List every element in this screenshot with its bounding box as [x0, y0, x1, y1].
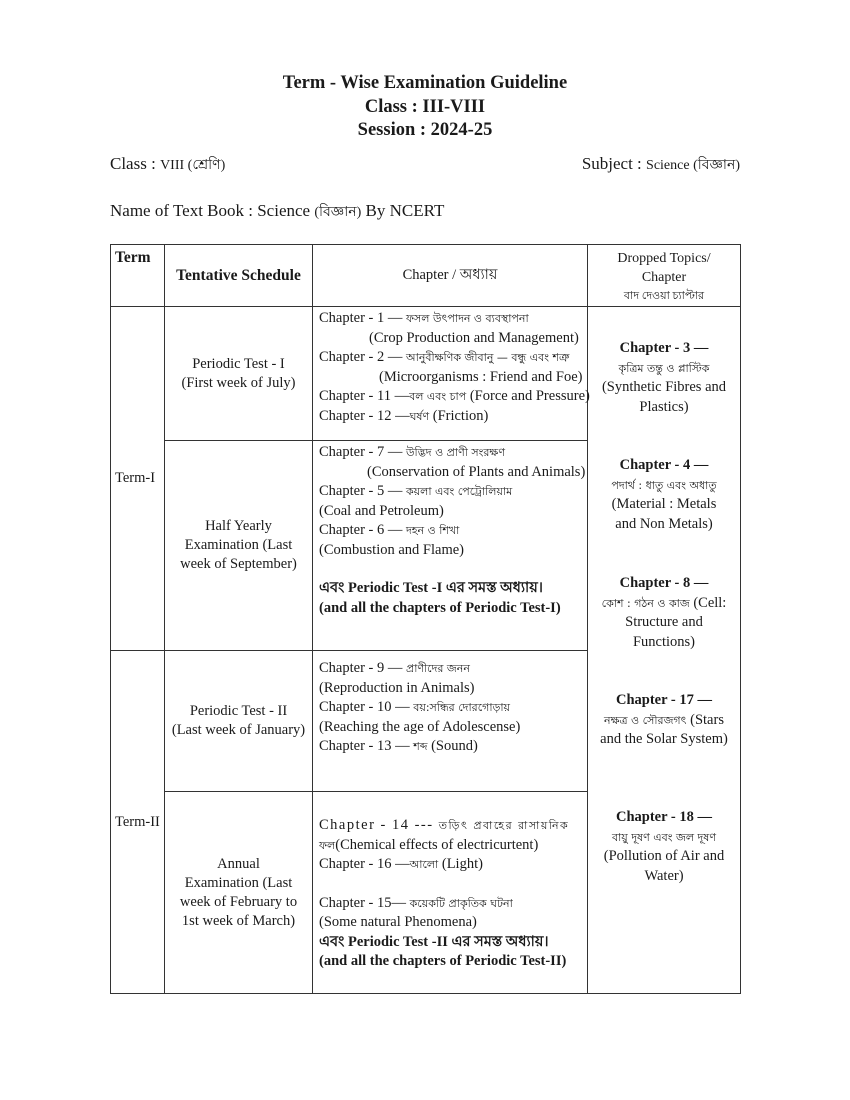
column-header-dropped — [588, 245, 741, 307]
dropped-bn: নক্ষত্র ও সৌরজগৎ — [604, 713, 687, 727]
schedule-line: (First week of July) — [181, 374, 296, 391]
chapter-note-en: (and all the chapters of Periodic Test-I) — [319, 599, 561, 616]
dropped-item — [588, 574, 740, 652]
chapter-line: Chapter - 12 —ঘর্ষণ (Friction) — [319, 407, 489, 424]
dropped-bn: বায়ু দূষণ এবং জল দূষণ — [611, 830, 717, 844]
chapter-note-en: (and all the chapters of Periodic Test-II) — [319, 953, 567, 969]
term-label: Term-II — [115, 813, 160, 830]
dropped-title: Chapter - 18 — — [616, 809, 712, 825]
chapter-cell — [313, 651, 588, 792]
schedule-cell — [165, 651, 313, 792]
textbook-bn: (বিজ্ঞান) — [314, 205, 362, 220]
subject-info — [582, 153, 740, 177]
column-header-schedule: Tentative Schedule — [165, 245, 313, 307]
schedule-line: (Last week of January) — [171, 722, 306, 738]
chapter-note-bn: এবং Periodic Test -I এর সমস্ত অধ্যায়। — [319, 580, 543, 596]
chapter-line: (Conservation of Plants and Animals) — [367, 463, 586, 480]
schedule-line: Half Yearly — [205, 518, 272, 534]
chapter-line: (Some natural Phenomena) — [319, 914, 477, 930]
document-header — [0, 72, 850, 143]
term-label: Term-I — [115, 470, 156, 486]
dropped-item — [588, 339, 740, 417]
schedule-cell — [165, 441, 313, 651]
chapter-line: Chapter - 6 — দহন ও শিখা — [319, 522, 460, 538]
chapter-line: Chapter - 9 — প্রাণীদের জনন — [319, 660, 470, 676]
dropped-en: Functions) — [632, 633, 696, 650]
subject-value: Science (বিজ্ঞান) — [646, 158, 740, 173]
schedule-cell — [165, 307, 313, 441]
schedule-line: Examination (Last — [184, 537, 293, 553]
dropped-topics-cell — [588, 307, 741, 994]
chapter-line: Chapter - 2 — আনুবীক্ষণিক জীবানু — বন্ধু এবং শত্রু — [319, 349, 570, 365]
chapter-line: (Crop Production and Management) — [369, 329, 579, 346]
chapter-line: (Combustion and Flame) — [319, 541, 464, 558]
dropped-header-line2: Chapter — [641, 270, 687, 285]
session: Session : 2024-25 — [357, 120, 493, 140]
chapter-line: Chapter - 10 — বয়:সন্ধির দোরগোড়ায় — [319, 699, 511, 715]
dropped-en: (Synthetic Fibres and — [601, 379, 727, 395]
chapter-line: (Microorganisms : Friend and Foe) — [379, 368, 583, 385]
class-label: Class : — [110, 154, 156, 173]
chapter-line: Chapter - 1 — ফসল উৎপাদন ও ব্যবস্থাপনা — [319, 310, 529, 326]
textbook-name — [110, 200, 444, 224]
table-header-row — [111, 245, 741, 307]
schedule-line: Periodic Test - I — [192, 355, 285, 372]
chapter-line: (Coal and Petroleum) — [319, 502, 444, 519]
class-range: Class : III-VIII — [364, 96, 486, 117]
chapter-note-bn: এবং Periodic Test -II এর সমস্ত অধ্যায়। — [319, 933, 549, 950]
dropped-item — [588, 691, 740, 750]
dropped-bn: কোশ : গঠন ও কাজ — [601, 596, 690, 610]
chapter-line: Chapter - 11 —বল এবং চাপ (Force and Pressure) — [319, 388, 590, 404]
class-value: VIII (শ্রেণি) — [160, 158, 226, 173]
schedule-line: Examination (Last — [184, 874, 293, 891]
dropped-en: and the Solar System) — [600, 731, 728, 747]
exam-guideline-table — [110, 244, 741, 994]
dropped-en: Water) — [644, 867, 684, 884]
dropped-en: (Stars — [690, 711, 724, 728]
dropped-item — [588, 808, 740, 886]
dropped-item — [588, 456, 740, 534]
textbook-suffix: By NCERT — [365, 201, 445, 220]
dropped-bn: কৃত্রিম তন্তু ও প্লাস্টিক — [618, 361, 710, 375]
chapter-cell — [313, 441, 588, 651]
dropped-title: Chapter - 17 — — [616, 692, 712, 708]
dropped-bn: পদার্থ : ধাতু এবং অধাতু — [611, 478, 717, 492]
chapter-line: Chapter - 14 --- তড়িৎ প্রবাহের রাসায়নিক — [319, 817, 570, 833]
dropped-header-line3: বাদ দেওয়া চ্যাপ্টার — [623, 290, 705, 302]
table-row — [111, 307, 741, 441]
column-header-term: Term — [111, 245, 165, 307]
chapter-line: ফল(Chemical effects of electricurtent) — [319, 836, 539, 853]
subject-label: Subject : — [581, 154, 642, 173]
schedule-line: week of February to — [179, 893, 298, 910]
dropped-en: Structure and — [625, 614, 703, 630]
dropped-header-line1: Dropped Topics/ — [617, 251, 711, 266]
dropped-en: and Non Metals) — [615, 515, 713, 532]
chapter-line: (Reproduction in Animals) — [319, 679, 475, 696]
chapter-cell — [313, 307, 588, 441]
schedule-line: week of September) — [180, 556, 297, 572]
term-cell-1 — [111, 307, 165, 651]
column-header-chapter: Chapter / অধ্যায় — [313, 245, 588, 307]
dropped-title: Chapter - 8 — — [619, 575, 709, 591]
term-cell-2 — [111, 651, 165, 994]
document-title: Term - Wise Examination Guideline — [282, 73, 568, 93]
schedule-cell — [165, 792, 313, 994]
dropped-title: Chapter - 4 — — [619, 457, 709, 473]
chapter-line: (Reaching the age of Adolescense) — [319, 718, 521, 735]
textbook-prefix: Name of Text Book : Science — [110, 201, 311, 220]
chapter-line: Chapter - 16 —আলো (Light) — [319, 856, 483, 872]
chapter-line: Chapter - 7 — উদ্ভিদ ও প্রাণী সংরক্ষণ — [319, 444, 505, 460]
chapter-line: Chapter - 5 — কয়লা এবং পেট্রোলিয়াম — [319, 483, 513, 499]
dropped-en: Plastics) — [639, 398, 689, 415]
dropped-title: Chapter - 3 — — [619, 340, 709, 356]
schedule-line: Annual — [217, 855, 260, 872]
schedule-line: 1st week of March) — [181, 912, 296, 929]
schedule-line: Periodic Test - II — [189, 703, 288, 719]
chapter-cell — [313, 792, 588, 994]
chapter-line: Chapter - 15— কয়েকটি প্রাকৃতিক ঘটনা — [319, 894, 513, 911]
dropped-en: (Cell: — [693, 594, 727, 611]
dropped-en: (Pollution of Air and — [603, 848, 725, 864]
class-info — [110, 153, 225, 177]
chapter-line: Chapter - 13 — শব্দ (Sound) — [319, 738, 478, 754]
dropped-en: (Material : Metals — [611, 496, 717, 512]
